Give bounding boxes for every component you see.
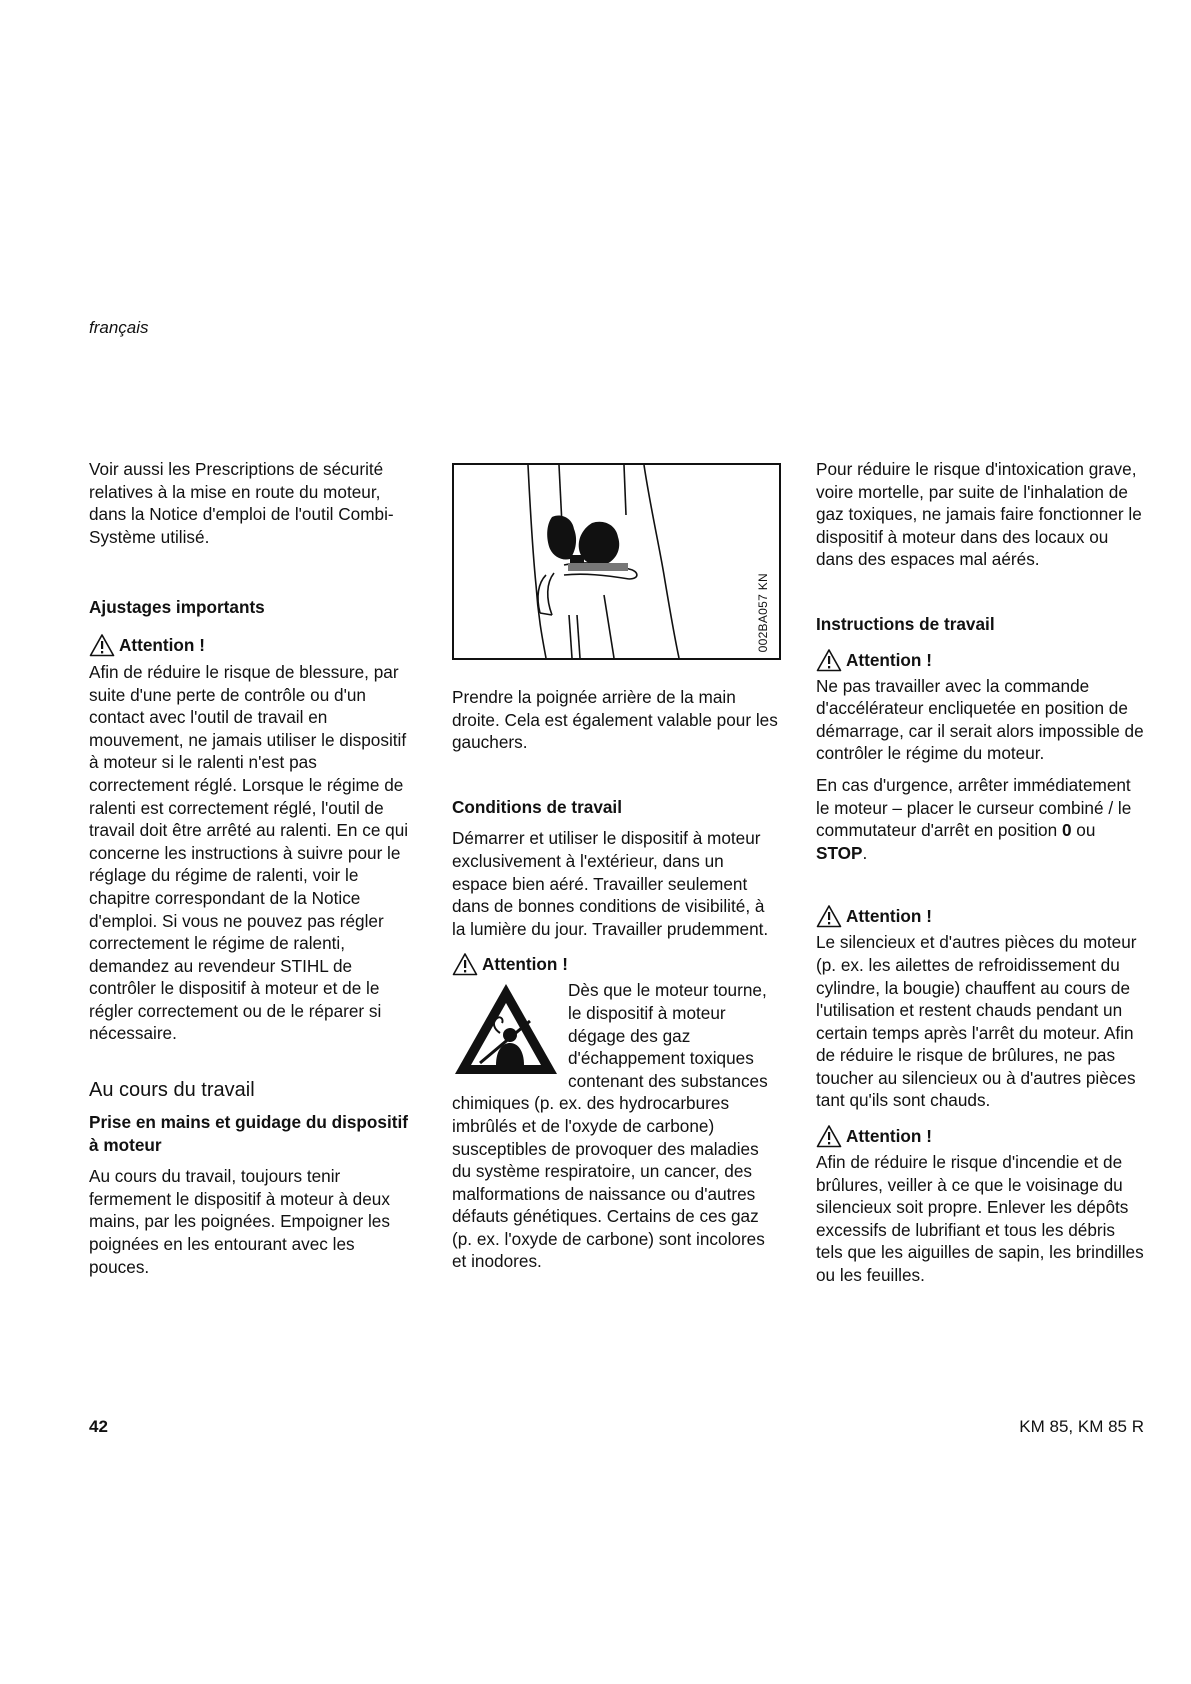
warning-triangle-icon	[816, 1124, 842, 1148]
column-right	[816, 458, 1146, 1287]
emergency-paragraph: En cas d'urgence, arrêter immédiatement le moteur – placer le curseur combiné / le commutateur d'arrêt en position 0 ou STOP.	[816, 774, 1132, 863]
position-zero: 0	[1061, 820, 1072, 841]
conditions-paragraph: Démarrer et utiliser le dispositif à moteur exclusivement à l'extérieur, dans un espace bien aéré. Travailler seulement dans de bonnes conditions de visibilité, à la lumière du jour. Travailler prudemment.	[452, 828, 769, 939]
model-label: KM 85, KM 85 R	[1019, 1417, 1144, 1436]
heading-prise: Prise en mains et guidage du dispositif à moteur	[89, 1112, 408, 1155]
heading-conditions: Conditions de travail	[452, 796, 622, 817]
attention-notice	[816, 1124, 1146, 1148]
position-stop: STOP	[816, 842, 863, 863]
gloved-hands-illustration	[454, 465, 779, 658]
heading-ajustages: Ajustages importants	[89, 597, 265, 618]
handle-grip-figure	[452, 463, 781, 660]
heading-instructions: Instructions de travail	[816, 613, 995, 634]
attention-label: Attention !	[846, 1126, 932, 1147]
ajustages-paragraph: Afin de réduire le risque de blessure, par suite d'une perte de contrôle ou d'un contact avec l'outil de travail en mouvement, ne jamais utiliser le dispositif à moteur si le ralenti n'est pas correctement réglé. Lorsque le régime de ralenti est correctement réglé, l'outil de travail doit être arrêté au ralenti. En ce qui concerne les instructions à suivre pour le réglage du régime de ralenti, voir le chapitre correspondant de la Notice d'emploi. Si vous ne pouvez pas régler correctement le régime de ralenti, demandez au revendeur STIHL de contrôler le dispositif à moteur et de le régler correctement ou de le réparer si nécessaire.	[89, 661, 409, 1044]
prise-paragraph: Au cours du travail, toujours tenir fermement le dispositif à moteur à deux mains, par les poignées. Empoigner les poignées en les entourant avec les pouces.	[89, 1166, 390, 1277]
figure-code: 002BA057 KN	[756, 572, 771, 652]
attention-notice	[816, 904, 1146, 928]
muffler-paragraph: Le silencieux et d'autres pièces du moteur (p. ex. les ailettes de refroidissement du cylindre, la bougie) chauffent au cours de l'utilisation et restent chauds pendant un certain temps après l'arrêt du moteur. Afin de réduire le risque de brûlures, ne pas toucher au silencieux ou à d'autres pièces tant qu'ils sont chauds.	[816, 932, 1137, 1111]
intoxication-paragraph: Pour réduire le risque d'intoxication grave, voire mortelle, par suite de l'inhalation de gaz toxiques, ne jamais faire fonctionner le dispositif à moteur dans des locaux ou dans des espaces mal aérés.	[816, 459, 1142, 570]
attention-notice	[816, 648, 1146, 672]
attention-notice	[452, 952, 782, 976]
language-label: français	[89, 318, 149, 337]
warning-triangle-icon	[816, 904, 842, 928]
fire-risk-paragraph: Afin de réduire le risque d'incendie et de brûlures, veiller à ce que le voisinage du silencieux soit propre. Enlever les dépôts excessifs de lubrifiant et tous les débris tels que les aiguilles de sapin, les brindilles ou les feuilles.	[816, 1152, 1144, 1286]
heading-au-cours: Au cours du travail	[89, 1079, 255, 1102]
column-middle	[452, 463, 782, 1273]
attention-label: Attention !	[846, 906, 932, 927]
intro-paragraph: Voir aussi les Prescriptions de sécurité relatives à la mise en route du moteur, dans la Notice d'emploi de l'outil Combi-Système utilisé.	[89, 459, 394, 547]
warning-triangle-icon	[816, 648, 842, 672]
attention-notice	[89, 633, 419, 657]
column-left	[89, 458, 419, 1278]
attention-label: Attention !	[119, 634, 205, 655]
warning-triangle-icon	[89, 633, 115, 657]
caption-paragraph: Prendre la poignée arrière de la main droite. Cela est également valable pour les gauchers.	[452, 687, 778, 753]
toxic-gas-paragraph: Dès que le moteur tourne, le dispositif à moteur dégage des gaz d'échappement toxiques contenant des substances chimiques (p. ex. des hydrocarbures imbrûlés et de l'oxyde de carbone) susceptibles de provoquer des maladies du système respiratoire, un cancer, des malformations de naissance ou d'autres défauts génétiques. Certains de ces gaz (p. ex. l'oxyde de carbone) sont incolores et inodores.	[452, 980, 768, 1272]
accelerator-paragraph: Ne pas travailler avec la commande d'accélérateur encliquetée en position de démarrage, car il serait alors impossible de contrôler le régime du moteur.	[816, 675, 1144, 764]
warning-triangle-icon	[452, 952, 478, 976]
attention-label: Attention !	[482, 954, 568, 975]
toxic-fumes-hazard-icon	[452, 981, 560, 1077]
page-number: 42	[89, 1417, 108, 1436]
attention-label: Attention !	[846, 649, 932, 670]
toxic-gas-block	[452, 979, 782, 1273]
